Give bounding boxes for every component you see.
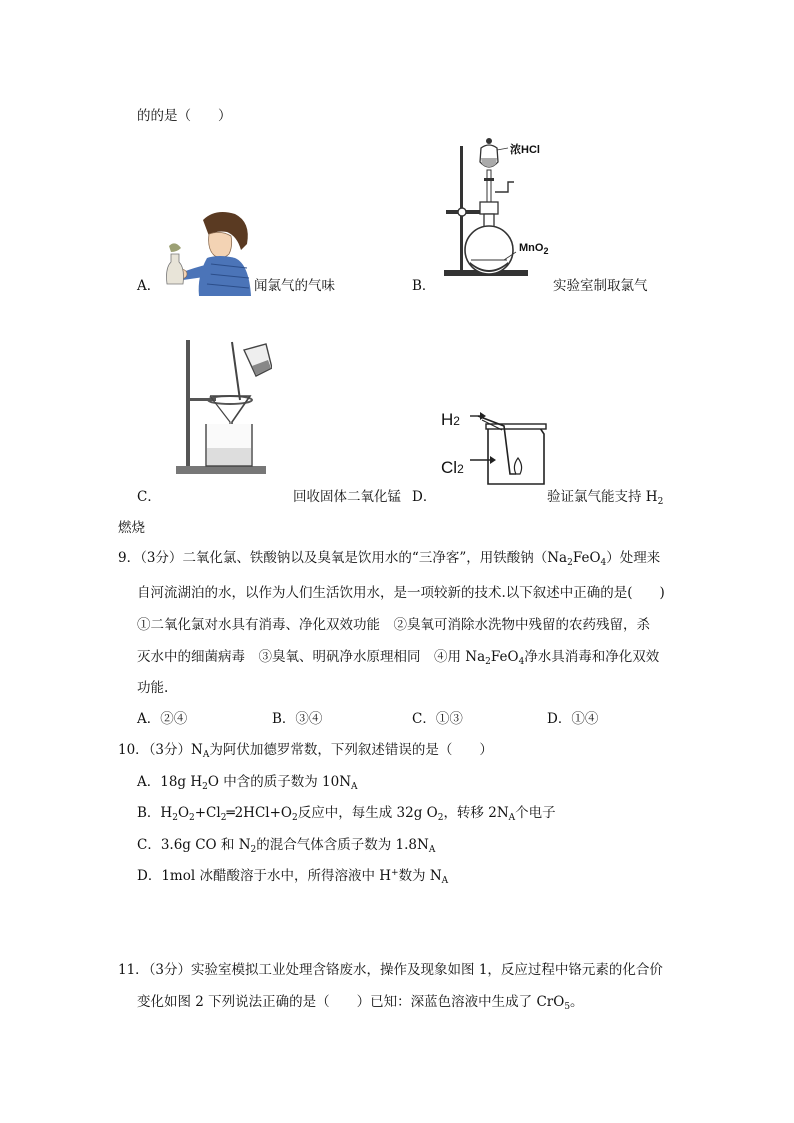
- label-hcl: 浓HCl: [510, 144, 540, 156]
- q9-choice-a[interactable]: A．②④: [137, 711, 188, 727]
- q9-line2: 自河流湖泊的水，以作为人们生活饮用水，是一项较新的技术.以下叙述中正确的是( ): [137, 585, 665, 601]
- q10-option-a[interactable]: A．18g $H_2O$ 中含的质子数为 $10N_A$: [137, 774, 358, 792]
- option-b-letter: B．: [412, 278, 436, 294]
- figure-b-chlorine-apparatus: [440, 136, 560, 284]
- figure-c-filtration: [172, 338, 272, 482]
- q9-line3: ①二氧化氯对水具有消毒、净化双效功能 ②臭氧可消除水洗物中残留的农药残留，杀: [137, 617, 650, 633]
- q8-stem-tail: 的的是（ ）: [137, 108, 232, 124]
- option-c-letter: C．: [137, 489, 161, 505]
- option-d-caption: 验证氯气能支持 $H_2$: [547, 489, 664, 507]
- option-c-caption: 回收固体二氧化锰: [293, 489, 401, 505]
- option-a-caption: 闻氯气的气味: [254, 278, 335, 294]
- label-cl2: Cl2: [441, 458, 464, 477]
- q10-option-b[interactable]: B．$H_2O_2+Cl_2═2HCl+O_2$反应中，每生成 32g $O_2$，转移 $2N_A$个电子: [137, 805, 556, 823]
- q9-line5: 功能.: [137, 680, 169, 696]
- label-mno2: MnO$_2$: [519, 242, 549, 256]
- option-b-caption: 实验室制取氯气: [553, 278, 648, 294]
- q11-line2: 变化如图 2 下列说法正确的是（ ）已知：深蓝色溶液中生成了 CrO$_5$。: [137, 994, 584, 1012]
- q9-line1: 9．（3分）二氧化氯、铁酸钠以及臭氧是饮用水的“三净客”，用铁酸钠$(Na_2FeO_4)$处理来: [118, 550, 661, 568]
- q10-option-c[interactable]: C．3.6g CO 和 $N_2$的混合气体含质子数为 $1.8N_A$: [137, 837, 436, 855]
- q9-choice-b[interactable]: B．③④: [272, 711, 323, 727]
- q9-choice-d[interactable]: D．①④: [547, 711, 599, 727]
- label-h2: H2: [441, 410, 460, 429]
- option-d-caption-wrap: 燃烧: [118, 520, 145, 536]
- q10-stem: 10．（3分）$N_A$为阿伏加德罗常数，下列叙述错误的是（ ）: [118, 742, 493, 760]
- q9-choice-c[interactable]: C．①③: [412, 711, 463, 727]
- q9-line4: 灭水中的细菌病毒 ③臭氧、明矾净水原理相同 ④用 $Na_2FeO_4$净水具消毒和净化双效: [137, 649, 660, 667]
- option-d-letter: D．: [412, 489, 437, 505]
- q11-line1: 11．（3分）实验室模拟工业处理含铬废水，操作及现象如图 1，反应过程中铬元素的化合价: [118, 962, 663, 978]
- figure-a-smelling: [163, 206, 258, 296]
- q10-option-d[interactable]: D．1mol 冰醋酸溶于水中，所得溶液中 H+数为 $N_A$: [137, 868, 449, 886]
- option-a-letter: A．: [137, 278, 161, 294]
